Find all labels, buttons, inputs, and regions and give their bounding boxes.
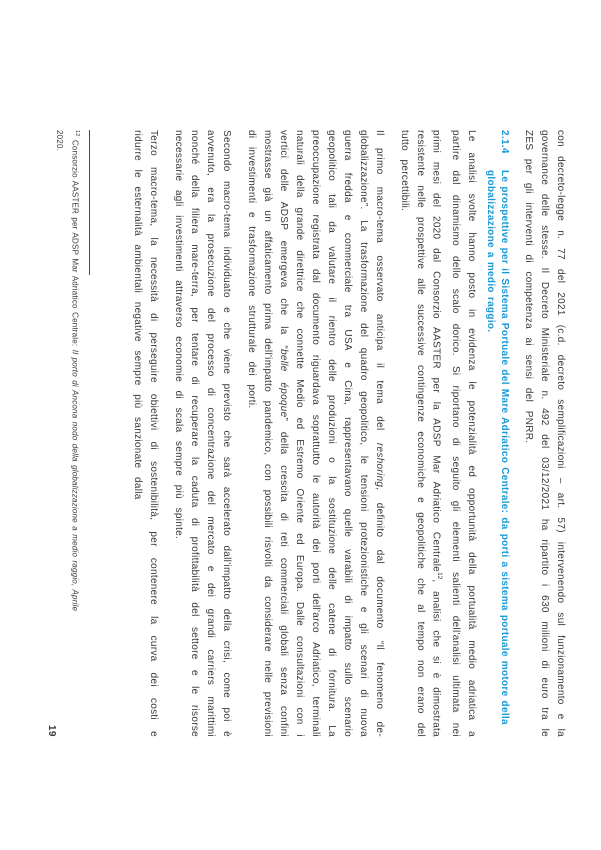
footnote-text-line1: [67, 130, 84, 737]
footnote-title-italic: Il porto di Ancona nodo della globalizzazione a medio raggio, Aprile: [70, 349, 80, 612]
primo-macro-tema-text: Il primo macro-tema osservato anticipa il tema del: [373, 130, 385, 443]
paragraph-decreto-legge: con decreto-legge n. 77 del 2021 (c.d. decreto semplificazioni – art. 57) intervenendo sul funzionamento e la governance delle stesse. Il Decreto Ministeriale n. 492 del 03/12/2021 ha ripartito i 630 milioni di euro tra le ZES per gli interventi di competenza ai sensi del PNRR.: [523, 130, 566, 737]
section-heading-number: 2.1.4: [499, 130, 510, 154]
footnote-text-line2: 2020.: [55, 130, 65, 152]
primo-macro-tema-text-continued: , definito dal documento “Il fenomeno de-globalizzazione”. La trasformazione del quadro geopolitico, le tensioni protezionistiche e gli scenari di nuova guerra fredda e commerciale tra USA e Cina, rappresentavano quelle varabili di impatto sullo scenario geopolitico tali da valutare il rientro delle produzioni o la sostituzione delle catene di fornitura. La preoccupazione registrata dal documento riguardava soprattutto le autorità dei porti dell'arco Adriatico, terminali naturali della grande direttrice che connette Medio ed Estremo Oriente ed Europa. Dalle consultazioni con i vertici delle ADSP emergeva che la “: [277, 130, 385, 738]
paragraph-secondo-macro-tema: Secondo macro-tema individuato e che viene previsto che sarà accelerato dall'impatto della crisi, come poi è avvenuto, era la prosecuzione del processo di concentrazione del mercato e dei grandi carriers marittimi nonché della filiera mare-terra, per tentare di recuperare la caduta di profittabilità del settore e le risorse necessarie agli investimenti attraverso economie di scala sempre più spinte.: [172, 130, 232, 737]
footnote-separator-rule: [89, 130, 90, 275]
footnote-number-superscript: 12: [74, 130, 80, 137]
belle-epoque-italic-term: belle époque: [277, 348, 289, 418]
footnote-reference-superscript: 12: [436, 572, 443, 580]
footnote-source-text: Consorzio AASTER per ADSP Mar Adriatico Centrale:: [70, 136, 80, 350]
paragraph-terzo-macro-tema: Terzo macro-tema, la necessità di perseguire obiettivi di sostenibilità, per contenere la curva dei costi e ridurre le esternalità ambientali negative sempre più sanzionate dalla: [131, 130, 159, 737]
footnote: [52, 130, 90, 737]
paragraph-analisi-svolte: [396, 130, 479, 737]
section-heading-title: Le prospettive per il Sistema Portuale del Mare Adriatico Centrale: da porti a sistema portuale motore della globalizzazione a medio raggio.: [485, 170, 510, 725]
page-number: 19: [46, 724, 57, 737]
primo-macro-tema-text-end: ” della crescita di reti commerciali globali senza confini mostrasse già un affaticamento prima dell'impatto pandemico, con possibili risvolti da considerare nelle previsioni di investimenti e trasformazione strutturale dei porti.: [245, 130, 289, 737]
section-heading: [484, 130, 511, 737]
paragraph-primo-macro-tema: [243, 130, 387, 737]
text-block: [129, 130, 568, 737]
reshoring-italic-term: reshoring: [373, 442, 385, 488]
paragraph-analisi-text: Le analisi svolte hanno posto in evidenza le potenzialità ed opportunità della portualità medio adriatica a partire dal dinamismo dello scalo dorico. Si riportano di seguito gli elementi salienti dell'analisi ultimata nei primi mesi del 2020 dal Consorzio AASTER per la ADSP Mar Adriatico Centrale: [430, 130, 477, 737]
paragraph-analisi-text-continued: , analisi che si è dimostrata resistente nelle prospettive alle successive contingenze economiche e geopolitiche che al tempo non erano del tutto percettibili.: [398, 130, 442, 737]
